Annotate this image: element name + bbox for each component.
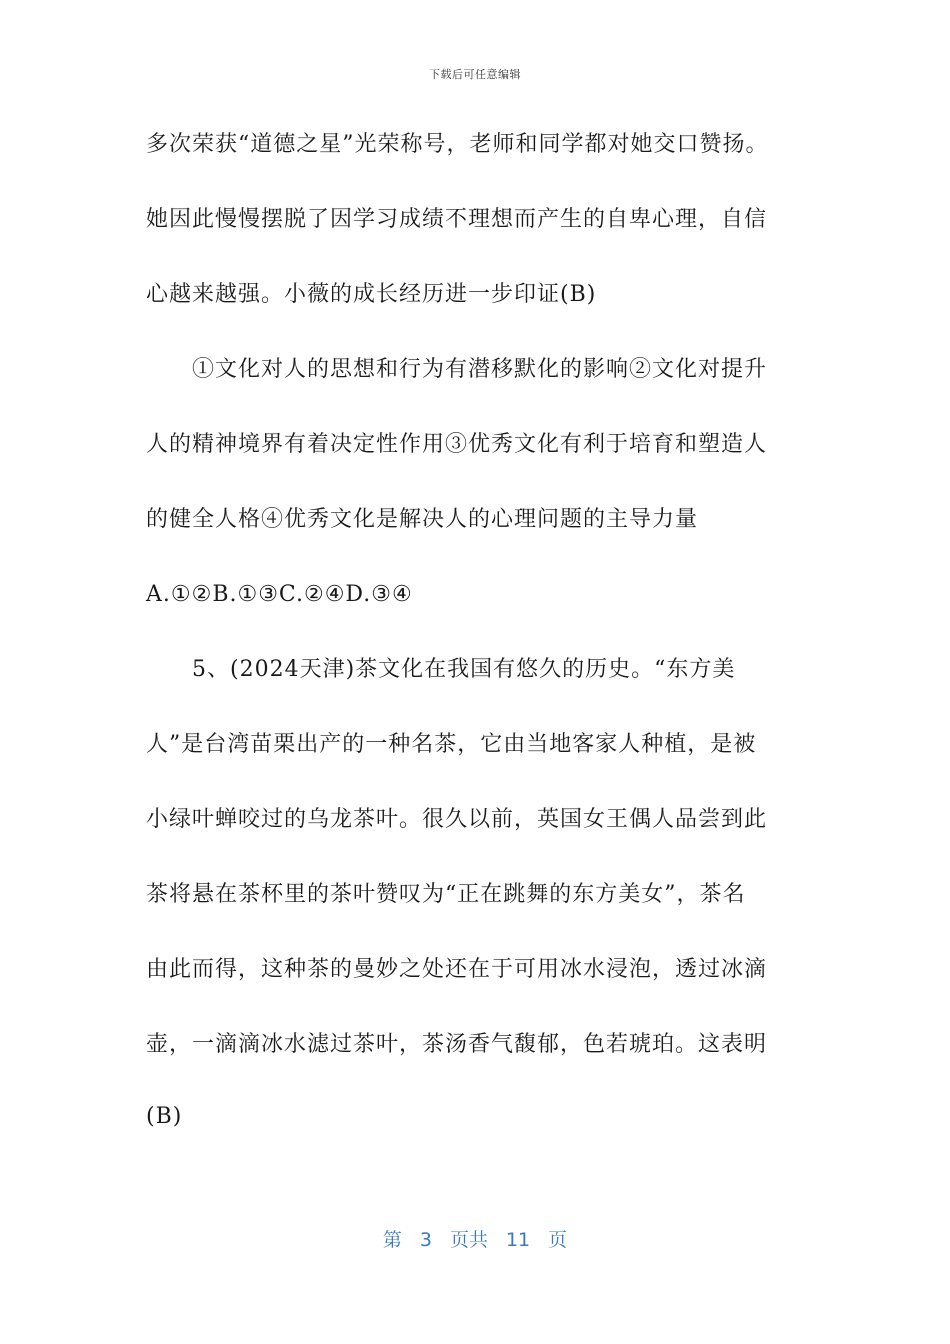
footer-middle: 页共 (449, 1229, 488, 1251)
page-footer (0, 1225, 950, 1252)
question-5-answer: (B) (146, 1104, 183, 1129)
question-5-line: 壶，一滴滴冰水滤过茶叶，茶汤香气馥郁，色若琥珀。这表明 (146, 1032, 768, 1057)
footer-suffix: 页 (548, 1229, 568, 1251)
question-5-line: 茶将悬在茶杯里的茶叶赞叹为“正在跳舞的东方美女”，茶名 (146, 882, 746, 907)
paragraph-line: 多次荣获“道德之星”光荣称号，老师和同学都对她交口赞扬。 (146, 132, 769, 157)
question-5-line: 小绿叶蝉咬过的乌龙茶叶。很久以前，英国女王偶人品尝到此 (146, 807, 768, 832)
answer-choices: A.①②B.①③C.②④D.③④ (146, 582, 413, 607)
question-5-line: 5、(2024天津)茶文化在我国有悠久的历史。“东方美 (192, 657, 736, 682)
current-page-number: 3 (419, 1229, 432, 1251)
question-5-line: 由此而得，这种茶的曼妙之处还在于可用冰水浸泡，透过冰滴 (146, 957, 768, 982)
question-5-line: 人”是台湾苗栗出产的一种名茶，它由当地客家人种植，是被 (146, 732, 757, 757)
paragraph-line: 她因此慢慢摆脱了因学习成绩不理想而产生的自卑心理，自信 (146, 207, 768, 232)
footer-prefix: 第 (382, 1229, 402, 1251)
option-statements-line: 人的精神境界有着决定性作用③优秀文化有利于培育和塑造人 (146, 432, 768, 457)
page-header: 下载后可任意编辑 (429, 68, 521, 81)
paragraph-line: 心越来越强。小薇的成长经历进一步印证(B) (146, 282, 597, 307)
option-statements-line: ①文化对人的思想和行为有潜移默化的影响②文化对提升 (192, 357, 768, 382)
option-statements-line: 的健全人格④优秀文化是解决人的心理问题的主导力量 (146, 507, 699, 532)
total-pages-number: 11 (505, 1229, 531, 1251)
